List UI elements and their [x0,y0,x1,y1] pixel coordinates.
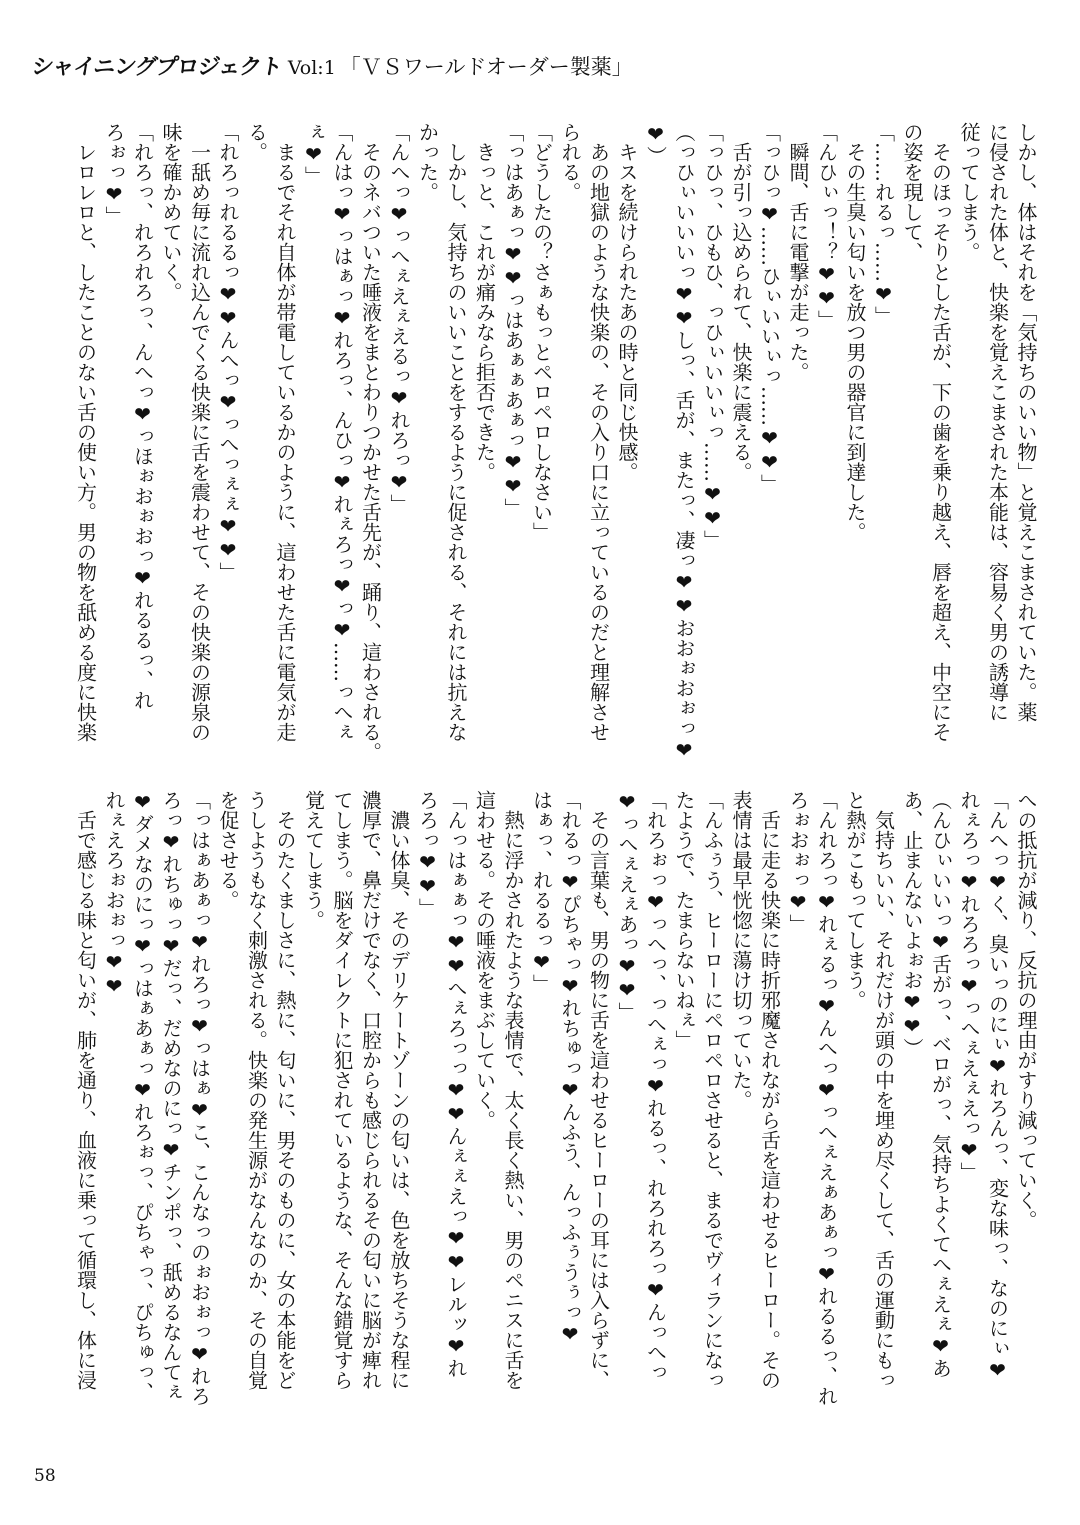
text-column: を促させる。 [216,790,240,910]
text-column: そのたくましさに、熱に、匂いに、男そのものに、女の本能をど [273,790,297,1390]
series-logo: シャイニングプロジェクト [29,55,284,80]
text-column: 「……れるっ……❤」 [871,122,896,326]
text-column: れぇろっ❤れろろっ❤っへぇえぇえっ❤」 [957,790,981,1182]
text-column: ❤っへぇえぇあっ❤❤」 [615,790,639,1022]
text-column: まるでそれ自体が帯電しているかのように、這わせた舌に電気が走 [273,122,297,742]
text-column: たようで、たまらないねぇ」 [672,790,696,1050]
page-number: 58 [34,1466,56,1486]
text-column: られる。 [558,122,582,202]
text-column: 味を確かめていく。 [159,122,183,302]
text-column: に侵された体と、快楽を覚えこまされた本能は、容易く男の誘導に [985,122,1010,722]
text-column: 「どうしたの？さぁもっとペロペロしなさい」 [529,122,554,542]
text-column: ❤） [643,122,668,166]
text-column: ろぉおぉっ❤」 [786,790,810,934]
text-column: うしようもなく刺激される。快楽の発生源がなんなのか、その自覚 [244,790,269,1390]
text-column: 「んはっ❤っはぁっ❤れろっ、んひっ❤れぇろっ❤っ❤……っへぇ [330,122,354,742]
text-column: 舌に走る快楽に時折邪魔されながら舌を這わせるヒーロー。その [757,790,782,1390]
text-column: 「れろぉっ❤っへっ、っへぇっ❤れるっ、れろれろっ❤んっへっ [643,790,668,1382]
text-column: 「んっはぁぁっ❤❤へぇろっっ❤❤んぇぇえっ❤❤レルッ❤れ [444,790,468,1378]
text-column: レロレロと、したことのない舌の使い方。男の物を舐める度に快楽 [73,122,98,742]
text-column: ❤ダメなのにっ❤っはぁあぁっ❤れろぉっ、ぴちゃっ、ぴちゅっ、 [130,790,155,1402]
text-column: 濃い体臭、そのデリケートゾーンの匂いは、色を放ちそうな程に [387,790,411,1390]
text-column: ろっ❤れちゅっ❤だっ、だめなのにっ❤チンポっ、舐めるなんてぇ [159,790,183,1402]
text-column: 「れるっ❤ぴちゃっ❤れちゅっ❤んふう、んっふぅうぅっ❤ [558,790,582,1346]
text-column: あの地獄のような快楽の、その入り口に立っているのだと理解させ [586,122,611,742]
text-column: てしまう。脳をダイレクトに犯されているような、そんな錯覚すら [330,790,354,1390]
text-column: 覚えてしまう。 [301,790,326,930]
text-column: しかし、気持ちのいいことをするように促される、それには抗えな [444,122,468,742]
text-column: 「んへっ❤く、臭いっのにぃ❤れろんっ、変な味っ、なのにぃ❤ [985,790,1010,1382]
text-column: そのほっそりとした舌が、下の歯を乗り越え、唇を超え、中空にそ [928,122,953,742]
text-column: 舌が引っ込められて、快楽に震える。 [729,122,753,482]
text-block-bottom [68,790,1040,1440]
text-column: その生臭い匂いを放つ男の器官に到達した。 [843,122,867,542]
text-column: 「んふぅう、ヒーローにペロペロさせると、まるでヴィランになっ [700,790,725,1390]
text-column: 「れろっれるるっ❤❤んへっ❤っへっぇぇ❤❤」 [216,122,240,582]
text-column: 這わせる。その唾液をまぶしていく。 [472,790,497,1130]
text-column: への抵抗が減り、反抗の理由がすり減っていく。 [1014,790,1038,1230]
text-column: 「んれろっ❤れぇるっ❤んへっ❤っへぇえぁあぁっ❤れるるっ、れ [814,790,839,1406]
text-column: きっと、これが痛みなら拒否できた。 [472,122,497,482]
text-column: と熱がこもってしまう。 [843,790,867,1010]
text-block-top [68,122,1040,772]
text-column: 「っはあぁっ❤❤っはあぁぁあぁっ❤❤」 [501,122,525,518]
text-column: る。 [244,122,269,162]
text-column: 「んへっ❤っへぇえぇえるっ❤れろっ❤」 [387,122,411,514]
text-column: ぇ❤」 [301,122,326,186]
text-column: 「っひっ、ひもひ、っひぃいいぃっ……❤❤」 [700,122,725,550]
text-column: キスを続けられたあの時と同じ快感。 [615,122,639,482]
text-column: 気持ちいい、それだけが頭の中を埋め尽くして、舌の運動にもっ [871,790,896,1390]
text-column: ろぉっ❤」 [102,122,126,226]
text-column: （っひぃいいいっ❤❤しっ、舌が、またっ、凄っ❤❤おおぉおぉっ❤ [672,122,696,762]
text-column: はぁっ、れるるっ❤」 [529,790,554,994]
text-column: 「っはぁあぁっ❤れろっ❤っはぁ❤こ、こんなっのぉおぉっ❤れろ [187,790,212,1406]
text-column: 熱に浮かされたような表情で、太く長く熱い、男のペニスに舌を [501,790,525,1390]
text-column: かった。 [415,122,440,202]
text-column: 「んひぃっ！？❤❤」 [814,122,839,330]
text-column: その言葉も、男の物に舌を這わせるヒーローの耳には入らずに、 [586,790,611,1390]
running-header [29,50,633,81]
volume-label: Vol:1 [287,57,336,79]
text-column: （んひぃいいっ❤舌がっ、ベロがっ、気持ちよくてへぇえぇ❤あ [928,790,953,1378]
chapter-title: 「ＶＳワールドオーダー製薬」 [339,55,633,79]
text-column: 一舐め毎に流れ込んでくる快楽に舌を震わせて、その快楽の源泉の [187,122,212,742]
text-column: あ、止まんないよぉお❤❤） [900,790,924,1058]
text-column: 表情は最早恍惚に蕩け切っていた。 [729,790,753,1110]
text-column: 舌で感じる味と匂いが、肺を通り、血液に乗って循環し、体に浸 [73,790,98,1390]
text-column: の姿を現して、 [900,122,924,262]
text-column: 「っひっ❤……ひぃいいぃっ……❤❤」 [757,122,782,494]
text-column: 濃厚で、鼻だけでなく、口腔からも感じられるその匂いに脳が痺れ [358,790,383,1390]
text-column: そのネバついた唾液をまとわりつかせた舌先が、踊り、這わされる。 [358,122,383,762]
text-column: しかし、体はそれを「気持ちのいい物」と覚えこまされていた。薬 [1014,122,1038,722]
text-column: 従ってしまう。 [957,122,981,262]
text-column: れぇえろぉおぉっ❤❤ [102,790,126,998]
text-column: ろろっ❤❤」 [415,790,440,918]
text-column: 瞬間、舌に電撃が走った。 [786,122,810,382]
text-column: 「れろっ、れろれろっ、んへっ❤っほぉおぉおっ❤れるるっ、れ [130,122,155,710]
